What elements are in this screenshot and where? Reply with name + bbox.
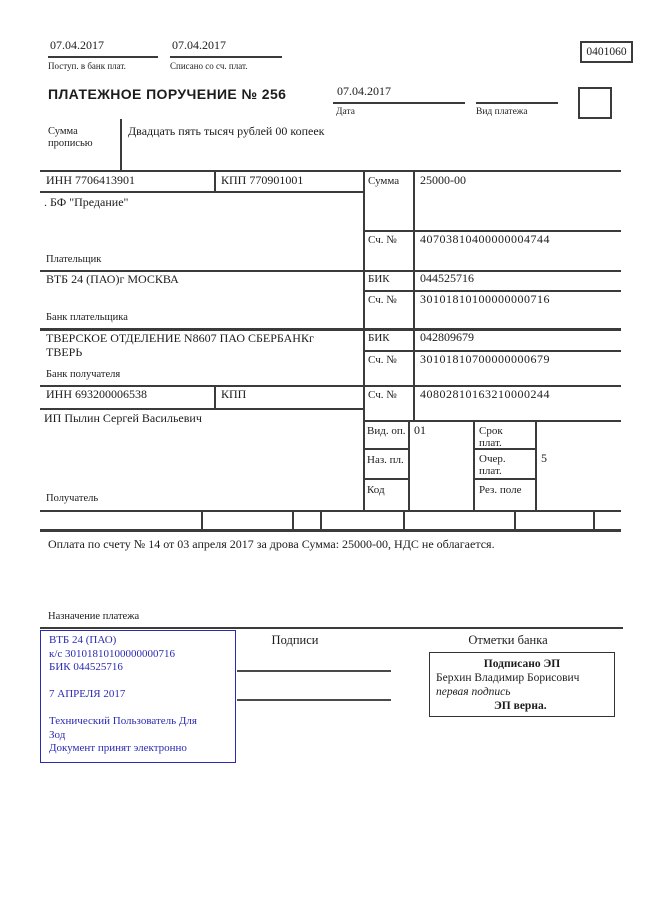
- payee-account-label: Сч. №: [368, 389, 397, 401]
- table-line: [363, 420, 621, 422]
- date-underline: [333, 102, 465, 104]
- payer-bank-account-value: 30101810100000000716: [420, 292, 550, 306]
- table-divider: [473, 420, 475, 510]
- sum-value: 25000-00: [420, 173, 466, 187]
- payer-bank-label: Банк плательщика: [46, 312, 128, 323]
- amount-words-value: Двадцать пять тысяч рублей 00 копеек: [128, 124, 325, 138]
- payee-bank-label: Банк получателя: [46, 369, 121, 380]
- stamp-line: Технический Пользователь Для: [49, 715, 197, 727]
- debited-date-underline: [170, 56, 282, 58]
- table-line: [473, 478, 535, 480]
- received-date-label: Поступ. в банк плат.: [48, 61, 126, 71]
- stamp-line: Документ принят электронно: [49, 742, 187, 754]
- amount-words-label: Сумма прописью: [48, 126, 93, 149]
- table-line: [40, 191, 363, 193]
- payee-bank-account-value: 30101810700000000679: [420, 352, 550, 366]
- table-line: [40, 510, 621, 512]
- purpose-label: Назначение платежа: [48, 611, 140, 622]
- table-divider: [214, 385, 216, 408]
- payee-bank-bik-value: 042809679: [420, 330, 474, 344]
- stamp-line: Зод: [49, 728, 66, 741]
- order-value: 5: [541, 451, 547, 465]
- bank-marks-heading: Отметки банка: [468, 633, 548, 647]
- tax-row-divider: [320, 510, 322, 530]
- payer-account-value: 40703810400000004744: [420, 232, 550, 246]
- table-divider: [535, 420, 537, 510]
- payee-inn: ИНН 693200006538: [46, 387, 147, 401]
- reserve-label: Рез. поле: [479, 484, 522, 496]
- table-line: [363, 448, 408, 450]
- payment-type-label: Вид платежа: [476, 107, 528, 117]
- debited-date-label: Списано со сч. плат.: [170, 61, 248, 71]
- table-line: [40, 170, 621, 172]
- form-code: 0401060: [586, 46, 627, 58]
- tax-row-divider: [593, 510, 595, 530]
- tax-row-divider: [201, 510, 203, 530]
- received-date-underline: [48, 56, 158, 58]
- payer-inn: ИНН 7706413901: [46, 173, 135, 187]
- payer-bank-bik-value: 044525716: [420, 271, 474, 285]
- order-label: Очер. плат.: [479, 453, 506, 478]
- payer-bank-account-label: Сч. №: [368, 294, 397, 306]
- table-divider: [214, 170, 216, 191]
- stamp-line: БИК 044525716: [49, 661, 123, 673]
- table-divider: [363, 170, 365, 510]
- op-kind-value: 01: [414, 423, 426, 437]
- stamp-line: ВТБ 24 (ПАО): [49, 634, 117, 646]
- signatures-heading: Подписи: [271, 633, 319, 647]
- op-kind-label: Вид. оп.: [367, 425, 406, 437]
- form-code-box: [580, 41, 633, 63]
- document-date: 07.04.2017: [337, 84, 391, 98]
- payer-bank-name: ВТБ 24 (ПАО)г МОСКВА: [46, 272, 179, 286]
- payer-bank-bik-label: БИК: [368, 273, 390, 285]
- payee-name: ИП Пылин Сергей Васильевич: [44, 411, 202, 425]
- payment-type-box: [578, 87, 612, 119]
- received-date: 07.04.2017: [50, 38, 104, 52]
- document-title: ПЛАТЕЖНОЕ ПОРУЧЕНИЕ № 256: [48, 86, 287, 102]
- payer-label: Плательщик: [46, 254, 102, 265]
- purpose-text: Оплата по счету № 14 от 03 апреля 2017 за дрова Сумма: 25000-00, НДС не облагается.: [48, 537, 495, 551]
- signature-line: [237, 670, 391, 672]
- table-line: [40, 529, 621, 532]
- payee-label: Получатель: [46, 493, 99, 504]
- payment-type-underline: [476, 102, 558, 104]
- code-label: Код: [367, 484, 385, 496]
- payer-kpp: КПП 770901001: [221, 173, 304, 187]
- payee-kpp: КПП: [221, 387, 247, 401]
- term-label: Срок плат.: [479, 425, 503, 450]
- stamp-line: к/с 30101810100000000716: [49, 647, 176, 660]
- payee-bank-account-label: Сч. №: [368, 354, 397, 366]
- ep-verified: ЭП верна.: [494, 700, 547, 712]
- ep-first-signature: первая подпись: [436, 686, 511, 698]
- tax-row-divider: [403, 510, 405, 530]
- table-line: [363, 478, 408, 480]
- payee-bank-bik-label: БИК: [368, 332, 390, 344]
- stamp-line: 7 АПРЕЛЯ 2017: [49, 688, 126, 700]
- stamp-line: [49, 702, 231, 716]
- purpose-rule: [40, 627, 623, 629]
- table-line: [40, 408, 363, 410]
- amount-words-divider: [120, 119, 122, 170]
- ep-signed-title: Подписано ЭП: [483, 658, 561, 670]
- sum-label: Сумма: [368, 175, 400, 187]
- debited-date: 07.04.2017: [172, 38, 226, 52]
- bank-stamp: [40, 630, 236, 763]
- signature-line: [237, 699, 391, 701]
- table-divider: [408, 420, 410, 510]
- stamp-line: [49, 675, 231, 689]
- purpose-code-label: Наз. пл.: [367, 454, 404, 466]
- table-divider: [413, 170, 415, 420]
- payee-bank-name: ТВЕРСКОЕ ОТДЕЛЕНИЕ N8607 ПАО СБЕРБАНКг ТВЕРЬ: [46, 331, 314, 359]
- payer-name: . БФ "Предание": [44, 195, 129, 209]
- date-label: Дата: [336, 107, 355, 117]
- tax-row-divider: [292, 510, 294, 530]
- ep-signer: Берхин Владимир Борисович: [436, 672, 580, 684]
- payee-account-value: 40802810163210000244: [420, 387, 550, 401]
- payer-account-label: Сч. №: [368, 234, 397, 246]
- electronic-signature-box: [429, 652, 615, 717]
- tax-row-divider: [514, 510, 516, 530]
